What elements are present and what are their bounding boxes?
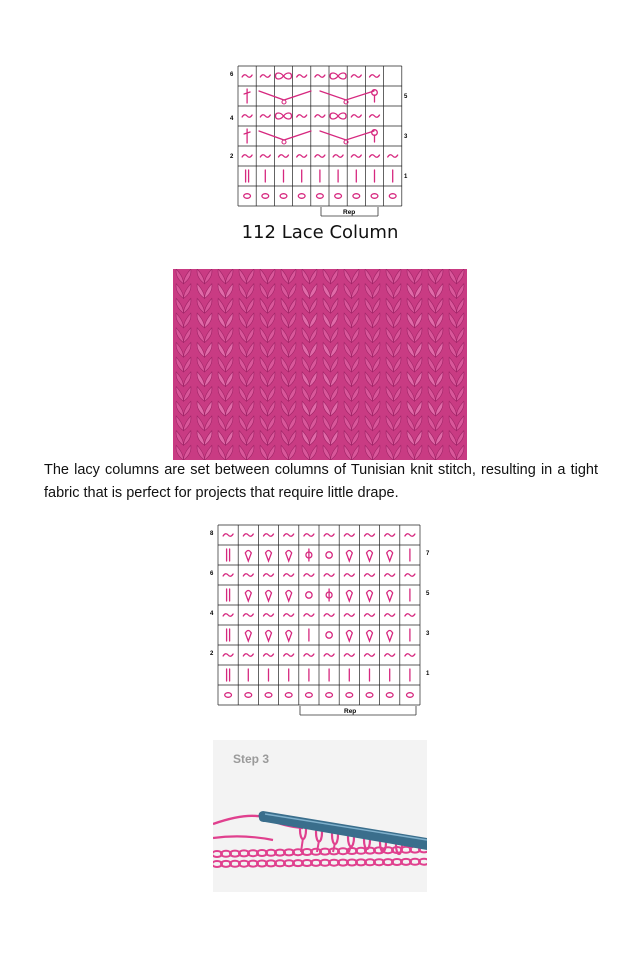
tunisian-return-symbol (324, 534, 334, 537)
edge-stitch-symbol (246, 170, 249, 182)
tunisian-return-symbol (405, 654, 415, 657)
row-number-left: 2 (210, 651, 214, 657)
tunisian-return-symbol (365, 614, 375, 617)
tunisian-return-symbol (304, 614, 314, 617)
edge-stitch-symbol (227, 669, 230, 681)
tunisian-return-symbol (351, 75, 361, 78)
row-number-left: 6 (230, 72, 234, 78)
double-chain-symbol (276, 73, 292, 79)
rep-label: Rep (343, 209, 356, 216)
tunisian-purl-symbol (387, 551, 393, 562)
tunisian-return-symbol (243, 574, 253, 577)
decrease-v-symbol (259, 91, 311, 100)
tunisian-return-symbol (242, 75, 252, 78)
edge-stitch-symbol (227, 549, 230, 561)
tunisian-purl-symbol (266, 591, 272, 602)
stitch-chart-lace-column (226, 62, 418, 222)
tunisian-return-symbol (264, 614, 274, 617)
tunisian-return-symbol (385, 614, 395, 617)
tunisian-return-symbol (223, 654, 233, 657)
row-number-left: 6 (210, 571, 214, 577)
tunisian-purl-symbol (387, 591, 393, 602)
chain-stitch-symbol (386, 693, 393, 698)
yarn-over-symbol (326, 632, 332, 638)
yarn-over-symbol (306, 592, 312, 598)
row-number-left: 2 (230, 154, 234, 160)
tunisian-purl-symbol (245, 551, 251, 562)
stitch-title: 112 Lace Column (241, 222, 399, 243)
stitch-chart-lace-variation (204, 522, 438, 722)
step-3-photo (213, 740, 427, 892)
tunisian-return-symbol (304, 574, 314, 577)
tunisian-return-symbol (284, 654, 294, 657)
row-number-right: 5 (426, 591, 430, 597)
tunisian-purl-symbol (367, 631, 373, 642)
tunisian-return-symbol (243, 534, 253, 537)
tunisian-purl-symbol (286, 551, 292, 562)
tunisian-return-symbol (365, 574, 375, 577)
row-number-right: 3 (404, 134, 408, 140)
chain-stitch-symbol (262, 194, 269, 199)
double-chain-symbol (330, 73, 346, 79)
tunisian-return-symbol (243, 614, 253, 617)
chain-stitch-symbol (306, 693, 313, 698)
chain-stitch-symbol (407, 693, 414, 698)
tunisian-return-symbol (405, 614, 415, 617)
chain-stitch-symbol (346, 693, 353, 698)
row-number-right: 7 (426, 551, 430, 557)
knitted-swatch-photo (173, 269, 467, 460)
tunisian-return-symbol (223, 614, 233, 617)
tunisian-return-symbol (365, 654, 375, 657)
rep-label: Rep (344, 708, 357, 715)
tunisian-return-symbol (242, 155, 252, 158)
tunisian-purl-symbol (266, 551, 272, 562)
tunisian-return-symbol (333, 155, 343, 158)
tunisian-return-symbol (370, 115, 380, 118)
tunisian-return-symbol (223, 534, 233, 537)
chain-stitch-symbol (280, 194, 287, 199)
swatch-image (173, 269, 467, 460)
tunisian-return-symbol (304, 654, 314, 657)
tunisian-return-symbol (365, 534, 375, 537)
tunisian-purl-symbol (367, 591, 373, 602)
chain-stitch-symbol (244, 194, 251, 199)
tunisian-return-symbol (351, 115, 361, 118)
row-number-right: 3 (426, 631, 430, 637)
tunisian-return-symbol (405, 574, 415, 577)
tunisian-return-symbol (385, 534, 395, 537)
tunisian-return-symbol (284, 534, 294, 537)
chain-stitch-symbol (317, 194, 324, 199)
tunisian-return-symbol (344, 654, 354, 657)
tunisian-return-symbol (284, 574, 294, 577)
tunisian-return-symbol (284, 614, 294, 617)
tunisian-return-symbol (260, 75, 270, 78)
chain-stitch-symbol (389, 194, 396, 199)
row-number-right: 1 (426, 671, 430, 677)
cross-stitch-symbol (244, 89, 250, 103)
double-chain-symbol (276, 113, 292, 119)
tunisian-purl-symbol (245, 631, 251, 642)
chain-stitch-symbol (265, 693, 272, 698)
chain-stitch-symbol (335, 194, 342, 199)
tunisian-purl-symbol (387, 631, 393, 642)
tunisian-return-symbol (242, 115, 252, 118)
tunisian-purl-symbol (266, 631, 272, 642)
tunisian-return-symbol (315, 115, 325, 118)
chain-stitch-symbol (326, 693, 333, 698)
chain-stitch-symbol (285, 693, 292, 698)
tunisian-return-symbol (297, 75, 307, 78)
tunisian-purl-symbol (346, 591, 352, 602)
tunisian-return-symbol (324, 654, 334, 657)
chart-grid (204, 522, 438, 722)
tunisian-return-symbol (324, 614, 334, 617)
tunisian-purl-symbol (346, 631, 352, 642)
tunisian-return-symbol (370, 155, 380, 158)
tunisian-return-symbol (385, 654, 395, 657)
chain-stitch-symbol (245, 693, 252, 698)
tunisian-return-symbol (385, 574, 395, 577)
chain-stitch-symbol (371, 194, 378, 199)
row-number-right: 1 (404, 174, 408, 180)
row-number-left: 4 (210, 611, 214, 617)
tunisian-return-symbol (405, 534, 415, 537)
tunisian-return-symbol (344, 614, 354, 617)
decrease-v-symbol (259, 131, 311, 140)
tunisian-purl-symbol (367, 551, 373, 562)
tunisian-purl-symbol (286, 631, 292, 642)
cross-stitch-symbol (244, 129, 250, 143)
tunisian-return-symbol (260, 115, 270, 118)
tunisian-purl-symbol (286, 591, 292, 602)
tunisian-return-symbol (324, 574, 334, 577)
tunisian-return-symbol (297, 155, 307, 158)
tunisian-return-symbol (243, 654, 253, 657)
yarn-over-symbol (326, 552, 332, 558)
tunisian-return-symbol (264, 654, 274, 657)
tunisian-return-symbol (264, 534, 274, 537)
tunisian-return-symbol (388, 155, 398, 158)
row-number-right: 5 (404, 94, 408, 100)
tunisian-return-symbol (351, 155, 361, 158)
tunisian-return-symbol (223, 574, 233, 577)
tunisian-return-symbol (279, 155, 289, 158)
row-number-left: 4 (230, 116, 234, 122)
tunisian-return-symbol (297, 115, 307, 118)
tunisian-return-symbol (315, 75, 325, 78)
tunisian-return-symbol (370, 75, 380, 78)
stitch-description: The lacy columns are set between columns of Tunisian knit stitch, resulting in a tight fabric that is perfect for projects that require little drape. (44, 462, 598, 501)
edge-stitch-symbol (227, 589, 230, 601)
edge-stitch-symbol (227, 629, 230, 641)
chain-stitch-symbol (298, 194, 305, 199)
tunisian-return-symbol (260, 155, 270, 158)
chain-stitch-symbol (225, 693, 232, 698)
row-number-left: 8 (210, 531, 214, 537)
step-label: Step 3 (233, 752, 270, 766)
tunisian-return-symbol (264, 574, 274, 577)
tunisian-return-symbol (304, 534, 314, 537)
tunisian-return-symbol (344, 574, 354, 577)
tunisian-purl-symbol (245, 591, 251, 602)
chain-stitch-symbol (366, 693, 373, 698)
chart-grid (226, 62, 418, 222)
tunisian-purl-symbol (346, 551, 352, 562)
tunisian-return-symbol (315, 155, 325, 158)
double-chain-symbol (330, 113, 346, 119)
tunisian-return-symbol (344, 534, 354, 537)
chain-stitch-symbol (353, 194, 360, 199)
